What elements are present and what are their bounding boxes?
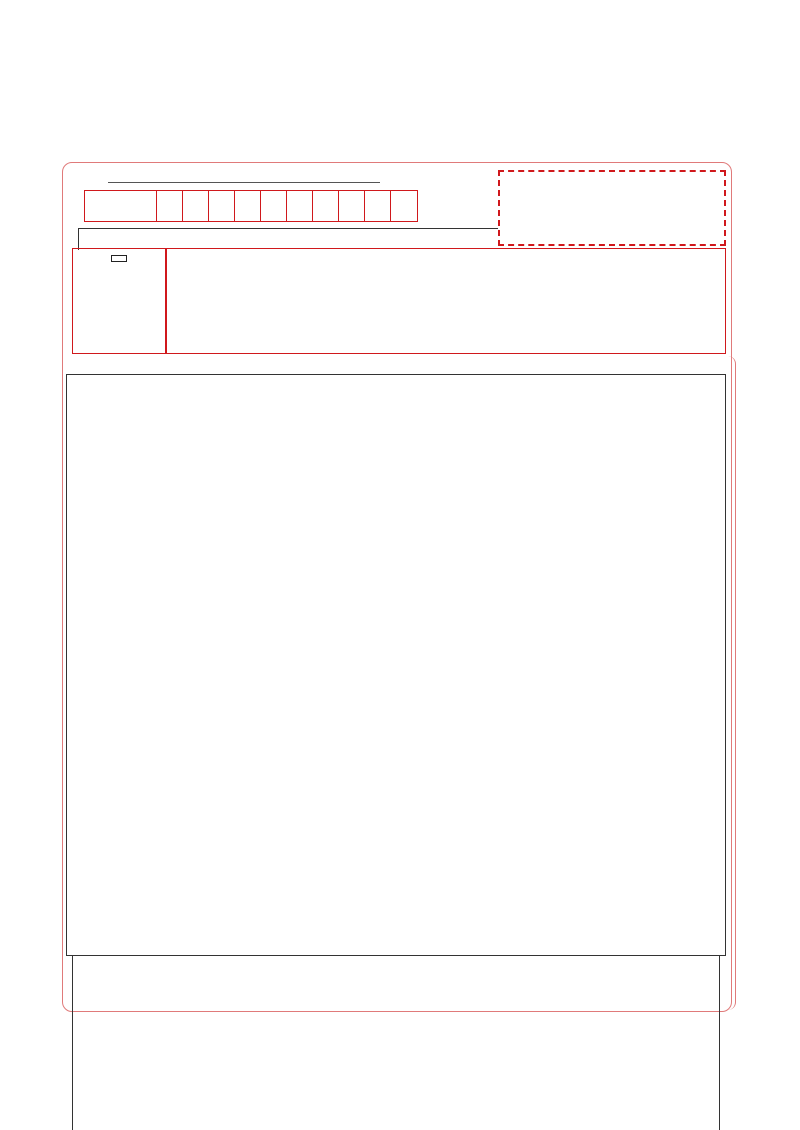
exam-id-cell[interactable]	[183, 191, 209, 221]
bottom-frame	[72, 956, 720, 1130]
top-timing-marks	[52, 44, 752, 54]
exam-id-cell[interactable]	[391, 191, 417, 221]
exam-id-cell[interactable]	[209, 191, 235, 221]
exam-id-cell[interactable]	[339, 191, 365, 221]
exam-id-cell[interactable]	[157, 191, 183, 221]
exam-id-cell[interactable]	[287, 191, 313, 221]
exam-id-box	[84, 190, 418, 222]
overlapped-warning-text	[200, 958, 600, 968]
barcode-area[interactable]	[498, 170, 726, 246]
notice-box	[166, 248, 726, 354]
absent-checkbox[interactable]	[111, 255, 127, 262]
exam-id-cell[interactable]	[313, 191, 339, 221]
section2-header	[78, 228, 498, 250]
right-red-frame	[726, 356, 736, 1010]
absent-mark-box	[72, 248, 166, 354]
left-timing-marks	[38, 300, 52, 1130]
name-field[interactable]	[108, 182, 380, 183]
absent-instructions	[73, 262, 165, 270]
exam-id-cell[interactable]	[235, 191, 261, 221]
answer-area	[66, 374, 726, 956]
exam-id-cell[interactable]	[365, 191, 391, 221]
exam-id-cell[interactable]	[261, 191, 287, 221]
exam-id-label	[85, 191, 157, 221]
